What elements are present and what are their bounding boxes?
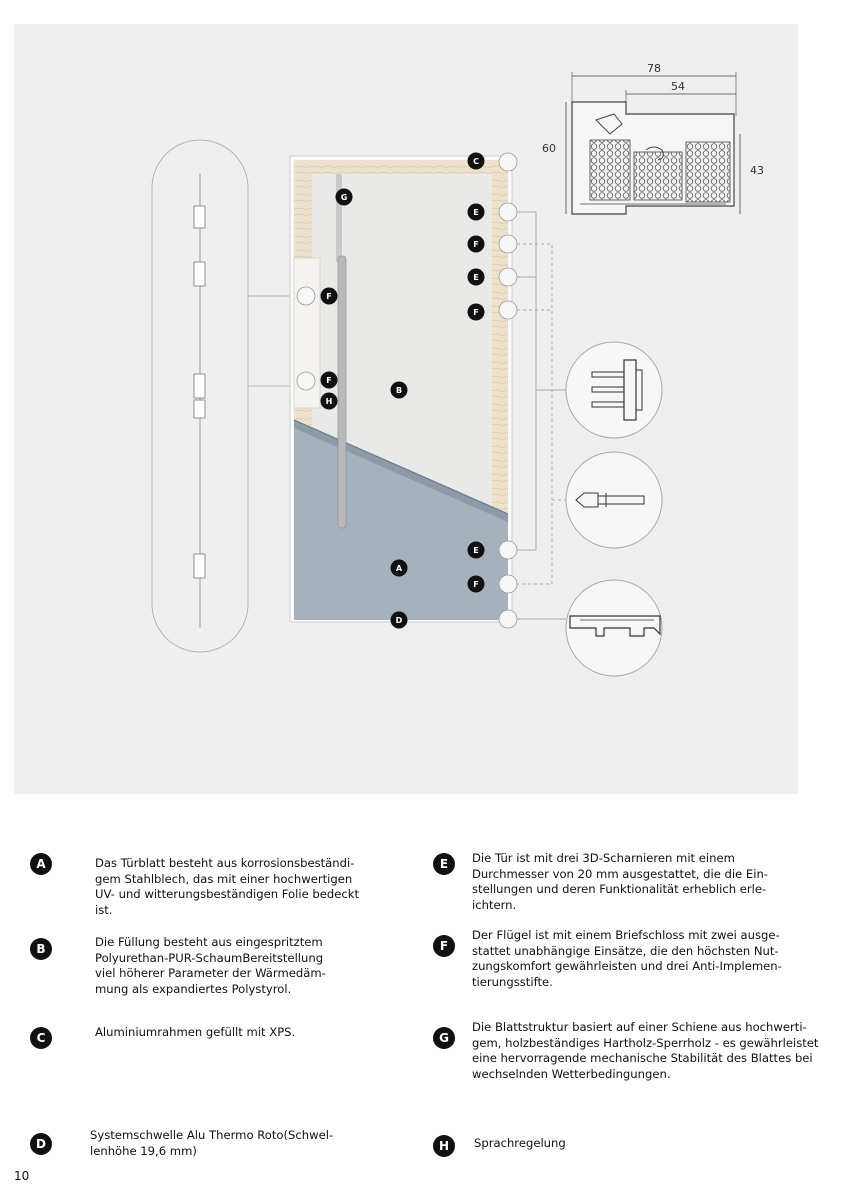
marker-h (321, 393, 338, 410)
legend-text-h: Sprachregelung (474, 1136, 566, 1150)
marker-e2 (468, 269, 485, 286)
legend-text-e: Die Tür ist mit drei 3D-Scharnieren mit einem Durchmesser von 20 mm ausgestattet, die die Ein- stellungen und deren Funktionalität erheblich erle- ichtern. (472, 851, 768, 912)
svg-text:F: F (473, 240, 479, 249)
legend-text-c: Aluminiumrahmen gefüllt mit XPS. (95, 1025, 296, 1039)
svg-text:E: E (473, 546, 479, 555)
svg-text:D: D (395, 616, 403, 625)
legend-badge-b: B (30, 938, 52, 960)
frame-profile-section (542, 62, 764, 214)
svg-text:F: F (326, 376, 332, 385)
connector-lines (517, 212, 566, 619)
legend-text-d: Systemschwelle Alu Thermo Roto(Schwel- lenhöhe 19,6 mm) (90, 1128, 334, 1158)
legend-text-f: Der Flügel ist mit einem Briefschloss mit zwei ausge- stattet unabhängige Einsätze, die den höchsten Nut- zungskomfort gewährleisten und drei Anti-Implemen- tierungsstifte. (472, 928, 782, 989)
marker-b (391, 382, 408, 399)
threshold-detail (566, 580, 662, 676)
svg-text:F: F (473, 308, 479, 317)
door-technical-illustration (14, 24, 798, 794)
svg-text:A: A (395, 564, 403, 573)
svg-text:E: E (473, 273, 479, 282)
marker-f3 (321, 288, 338, 305)
marker-e3 (468, 542, 485, 559)
svg-text:F: F (473, 580, 479, 589)
marker-c (468, 153, 485, 170)
marker-f5 (468, 576, 485, 593)
svg-text:B: B (395, 386, 403, 395)
marker-f2 (468, 304, 485, 321)
legend-badge-c: C (30, 1027, 52, 1049)
marker-e1 (468, 204, 485, 221)
svg-text:H: H (325, 397, 333, 406)
marker-g (336, 189, 353, 206)
svg-text:G: G (340, 193, 348, 202)
lock-strip-detail (152, 140, 248, 652)
legend-badge-e: E (433, 853, 455, 875)
marker-a (391, 560, 408, 577)
svg-text:F: F (326, 292, 332, 301)
legend-badge-h: H (433, 1135, 455, 1157)
anti-burglary-pin-detail (566, 452, 662, 548)
svg-text:E: E (473, 208, 479, 217)
dim-width-inner: 54 (671, 80, 685, 93)
dim-height-left: 60 (542, 142, 556, 155)
legend-text-g: Die Blattstruktur basiert auf einer Schiene aus hochwerti- gem, holzbeständiges Hartholz-Sperrholz - es gewährleistet eine hervorragende mechanische Stabilität des Blattes bei wechselnden Wetterbedingungen. (472, 1020, 819, 1081)
legend-text-a: Das Türblatt besteht aus korrosionsbeständi- gem Stahlblech, das mit einer hochwertigen UV- und witterungsbeständigen Folie bedeckt ist. (95, 856, 360, 917)
legend-badge-d: D (30, 1133, 52, 1155)
legend-badge-f: F (433, 935, 455, 957)
legend-badge-g: G (433, 1027, 455, 1049)
svg-text:C: C (473, 157, 479, 166)
door-diagram-svg (14, 24, 798, 794)
page-number: 10 (14, 1169, 30, 1183)
marker-d (391, 612, 408, 629)
hinge-detail (566, 342, 662, 438)
marker-f4 (321, 372, 338, 389)
legend-text-b: Die Füllung besteht aus eingespritztem Polyurethan-PUR-SchaumBereitstellung viel höherer Parameter der Wärmedäm- mung als expandiertes Polystyrol. (95, 935, 326, 996)
dim-width-total: 78 (647, 62, 661, 75)
legend-badge-a: A (30, 853, 52, 875)
marker-f1 (468, 236, 485, 253)
dim-height-right: 43 (750, 164, 764, 177)
